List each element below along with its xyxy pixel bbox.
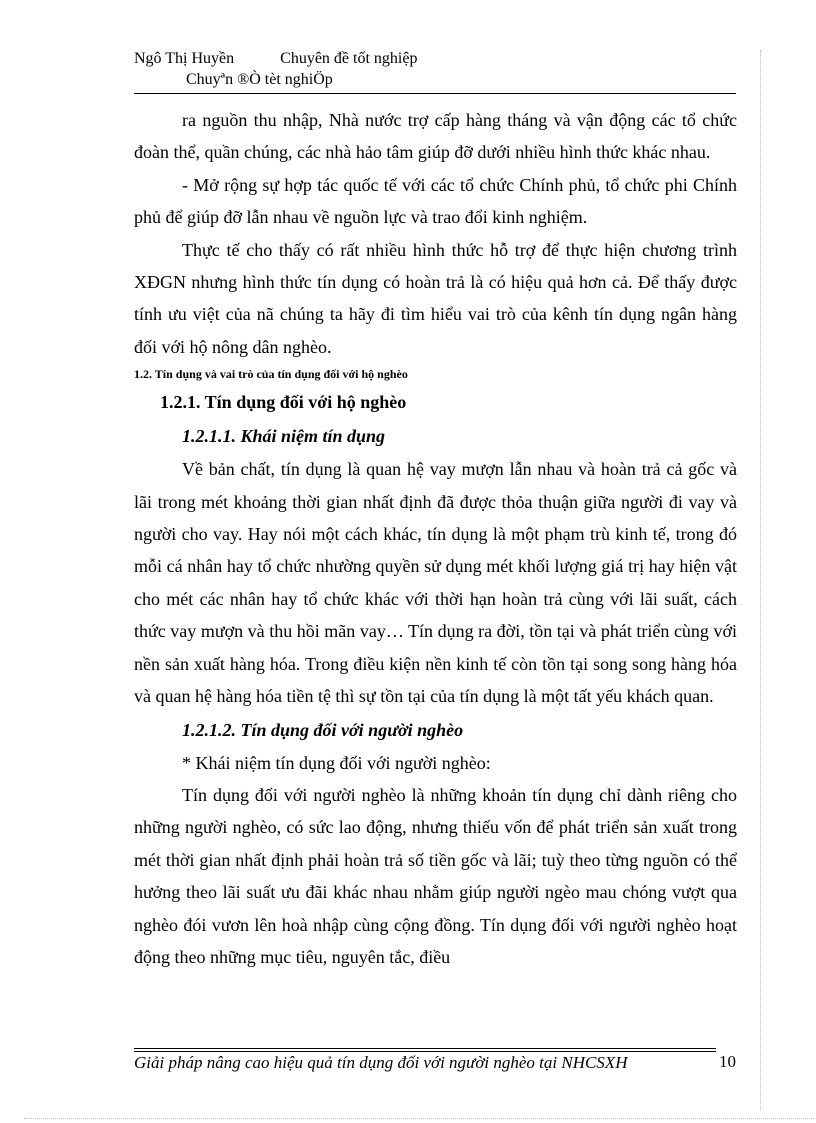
bullet-line: * Khái niệm tín dụng đối với người nghèo:: [182, 752, 491, 773]
section-heading-1-2-1-2: 1.2.1.2. Tín dụng đối với người nghèo: [182, 719, 464, 740]
paragraph: ra nguồn thu nhập, Nhà nước trợ cấp hàng tháng và vận động các tổ chức đoàn thể, quần chúng, các nhà hảo tâm giúp đỡ dưới nhiều hình thức khác nhau.: [134, 110, 737, 163]
section-heading-1-2: 1.2. Tín dụng và vai trò của tín dụng đối với hộ nghèo: [134, 367, 408, 382]
page-border-bottom: [24, 1118, 814, 1119]
running-header: [134, 50, 417, 68]
page-number: 10: [719, 1052, 736, 1071]
paragraph: Tín dụng đối với người nghèo là những khoản tín dụng chỉ dành riêng cho những người nghèo, có sức lao động, nhưng thiếu vốn để phát triển sản xuất trong mét thời gian nhất định phải hoàn trả số tiền gốc và lãi; tuỳ theo từng nguồn có thể hưởng theo lãi suất ưu đãi khác nhau nhằm giúp người ngèo mau chóng vượt qua nghèo đói vươn lên hoà nhập cùng cộng đồng. Tín dụng đối với người nghèo hoạt động theo những mục tiêu, nguyên tắc, điều: [134, 784, 737, 967]
page-border-right: [760, 50, 761, 1110]
section-heading-1-2-1: 1.2.1. Tín dụng đối với hộ nghèo: [160, 392, 407, 413]
header-rule: [134, 93, 736, 94]
footer-title: Giải pháp nâng cao hiệu quả tín dụng đối với người nghèo tại NHCSXH: [134, 1053, 628, 1072]
header-topic: Chuyên đề tốt nghiệp: [280, 50, 418, 67]
document-body: [134, 104, 737, 973]
paragraph: Về bản chất, tín dụng là quan hệ vay mượn lẫn nhau và hoàn trả cả gốc và lãi trong mét khoảng thời gian nhất định đã được thỏa thuận giữa người đi vay và người cho vay. Hay nói một cách khác, tín dụng là một phạm trù kinh tế, trong đó mỗi cá nhân hay tổ chức nhường quyền sử dụng mét khối lượng giá trị hay hiện vật cho mét các nhân hay tổ chức khác với thời hạn hoàn trả cùng với lãi suất, cách thức vay mượn và thu hồi mãn vay… Tín dụng ra đời, tồn tại và phát triển cùng với nền sản xuất hàng hóa. Trong điều kiện nền kinh tế còn tồn tại song song hàng hóa và quan hệ hàng hóa tiền tệ thì sự tồn tại của tín dụng là một tất yếu khách quan.: [134, 459, 737, 707]
footer-rule: [134, 1048, 716, 1049]
header-topic-garbled: Chuyªn ®Ò tèt nghiÖp: [186, 71, 333, 88]
paragraph: - Mở rộng sự hợp tác quốc tế với các tổ chức Chính phủ, tổ chức phi Chính phủ để giúp đỡ lẫn nhau về nguồn lực và trao đổi kinh nghiệm.: [134, 174, 737, 228]
header-author: Ngô Thị Huyền: [134, 50, 235, 67]
footer-rule: [134, 1051, 716, 1052]
paragraph: Thực tế cho thấy có rất nhiều hình thức hỗ trợ để thực hiện chương trình XĐGN nhưng hình thức tín dụng có hoàn trả là có hiệu quả hơn cả. Để thấy được tính ưu việt của nã chúng ta hãy đi tìm hiểu vai trò của kênh tín dụng ngân hàng đối với hộ nông dân nghèo.: [134, 239, 737, 357]
section-heading-1-2-1-1: 1.2.1.1. Khái niệm tín dụng: [182, 426, 386, 447]
